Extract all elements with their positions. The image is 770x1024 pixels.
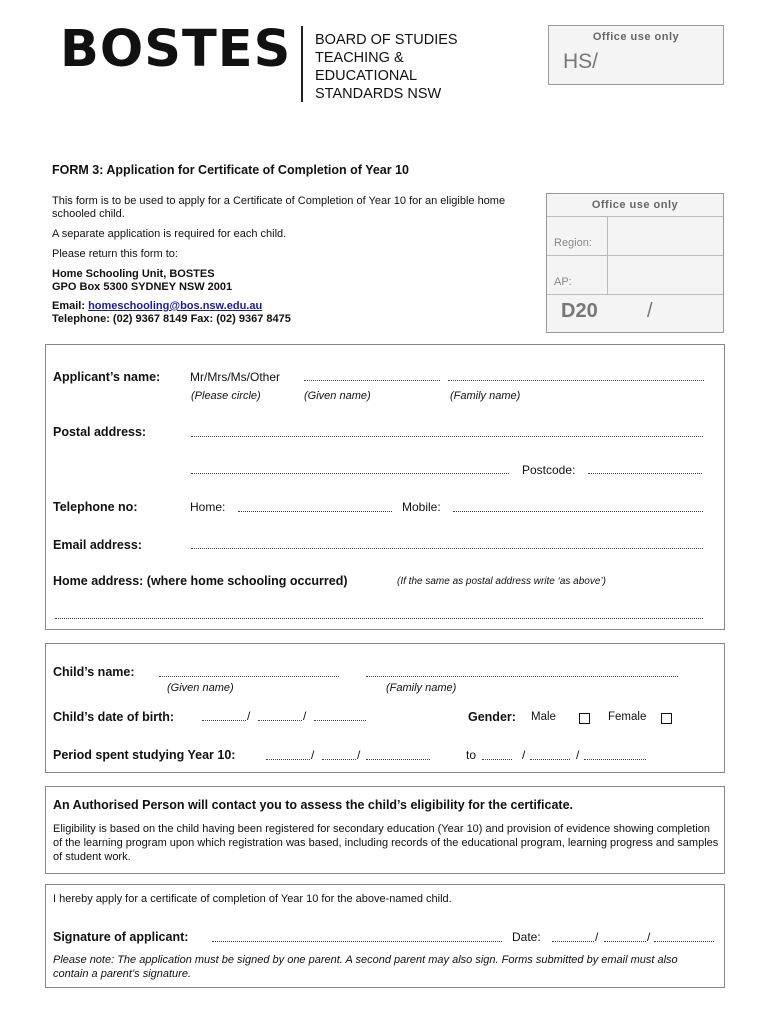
period-start-month-field[interactable] [322,759,356,760]
contact-email-link[interactable]: homeschooling@bos.nsw.edu.au [88,300,263,312]
given-name-hint: (Given name) [304,390,371,402]
date-day-field[interactable] [552,941,594,942]
period-to-label: to [466,748,477,762]
applicant-section [45,344,725,630]
period-studying-label: Period spent studying Year 10: [53,748,236,762]
eligibility-text: Eligibility is based on the child having been registered for secondary education (Year 10) and provision of evidence showing completion of the learning program upon which registration was based, including records of the educational program, learning progress and samples of student work. [53,823,719,863]
authorised-heading: An Authorised Person will contact you to assess the child’s eligibility for the certificate. [53,798,574,812]
gender-female-label: Female [608,711,647,723]
authorised-person-section [45,786,725,874]
home-address-label: Home address: (where home schooling occurred) [53,574,348,588]
board-name-line: TEACHING & [315,50,404,66]
email-address-field[interactable] [191,548,703,549]
intro-return: Please return this form to: [52,248,178,260]
mobile-label: Mobile: [402,500,441,514]
home-phone-label: Home: [190,500,226,514]
date-year-field[interactable] [654,941,714,942]
board-name-line: STANDARDS NSW [315,86,442,102]
declaration-statement: I hereby apply for a certificate of completion of Year 10 for the above-named child. [53,893,452,905]
intro-separate: A separate application is required for each child. [52,228,287,240]
bostes-logo: BOSTES [60,20,292,79]
postal-address-label: Postal address: [53,425,147,439]
office-region-label: Region: [554,237,592,249]
office-use-box-side [546,193,724,333]
period-start-day-field[interactable] [266,759,310,760]
child-given-name-hint: (Given name) [167,682,234,694]
period-separator: / [311,748,315,762]
board-name [315,31,458,103]
mobile-field[interactable] [453,511,703,512]
dob-month-field[interactable] [258,720,302,721]
title-options[interactable]: Mr/Mrs/Ms/Other [190,370,280,384]
gender-label: Gender: [468,710,516,724]
return-address-line1: Home Schooling Unit, BOSTES [52,268,215,280]
form-intro [52,195,522,326]
postcode-label: Postcode: [522,463,576,477]
date-label: Date: [512,930,541,944]
date-separator: / [595,930,599,944]
applicant-family-name-field[interactable] [448,380,704,381]
postal-address-line2[interactable] [191,473,509,474]
contact-phone: Telephone: (02) 9367 8149 Fax: (02) 9367 8475 [52,313,291,325]
period-end-month-field[interactable] [530,759,570,760]
declaration-section [45,884,725,988]
period-end-day-field[interactable] [482,759,512,760]
contact-email-label: Email: [52,300,86,312]
home-address-note: (If the same as postal address write ‘as above’) [397,576,606,587]
period-separator: / [357,748,361,762]
board-name-line: BOARD OF STUDIES [315,32,458,48]
date-month-field[interactable] [604,941,646,942]
child-name-label: Child’s name: [53,665,135,679]
dob-separator: / [247,709,251,723]
period-end-year-field[interactable] [584,759,646,760]
child-family-name-field[interactable] [366,676,678,677]
intro-purpose: This form is to be used to apply for a Certificate of Completion of Year 10 for an eligible home schooled child. [52,195,506,220]
date-separator: / [647,930,651,944]
return-address-line2: GPO Box 5300 SYDNEY NSW 2001 [52,281,233,293]
period-separator: / [576,748,580,762]
applicant-given-name-field[interactable] [304,380,440,381]
office-use-box-top [548,25,724,85]
gender-male-checkbox[interactable] [579,713,590,724]
office-ap-label: AP: [554,276,572,288]
signature-label: Signature of applicant: [53,930,189,944]
office-use-title: Office use only [592,31,680,43]
signature-note: Please note: The application must be signed by one parent. A second parent may also sign. Forms submitted by email must also contain a parent’s signature. [53,954,678,980]
dob-day-field[interactable] [202,720,246,721]
applicant-name-label: Applicant’s name: [53,370,161,384]
form-title: FORM 3: Application for Certificate of Completion of Year 10 [52,163,409,177]
dob-separator: / [303,709,307,723]
child-given-name-field[interactable] [159,676,339,677]
family-name-hint: (Family name) [450,390,521,402]
postal-address-line1[interactable] [191,436,703,437]
dob-year-field[interactable] [314,720,366,721]
postcode-field[interactable] [588,473,702,474]
office-use-title: Office use only [547,194,723,217]
child-section [45,643,725,773]
office-region-row [547,217,723,256]
period-separator: / [522,748,526,762]
office-hs-code: HS/ [563,50,599,73]
contact-email-row [52,300,522,313]
office-d20-code: D20 [561,300,598,322]
child-family-name-hint: (Family name) [386,682,457,694]
telephone-label: Telephone no: [53,500,138,514]
period-start-year-field[interactable] [366,759,430,760]
gender-female-checkbox[interactable] [661,713,672,724]
gender-male-label: Male [531,711,556,723]
board-name-line: EDUCATIONAL [315,68,418,84]
home-address-field[interactable] [55,618,703,619]
logo-divider [301,26,303,102]
office-d20-slash: / [647,300,653,322]
email-address-label: Email address: [53,538,142,552]
home-phone-field[interactable] [238,511,392,512]
signature-field[interactable] [212,941,502,942]
child-dob-label: Child’s date of birth: [53,710,175,724]
office-ap-row [547,256,723,295]
please-circle-hint: (Please circle) [191,390,261,402]
